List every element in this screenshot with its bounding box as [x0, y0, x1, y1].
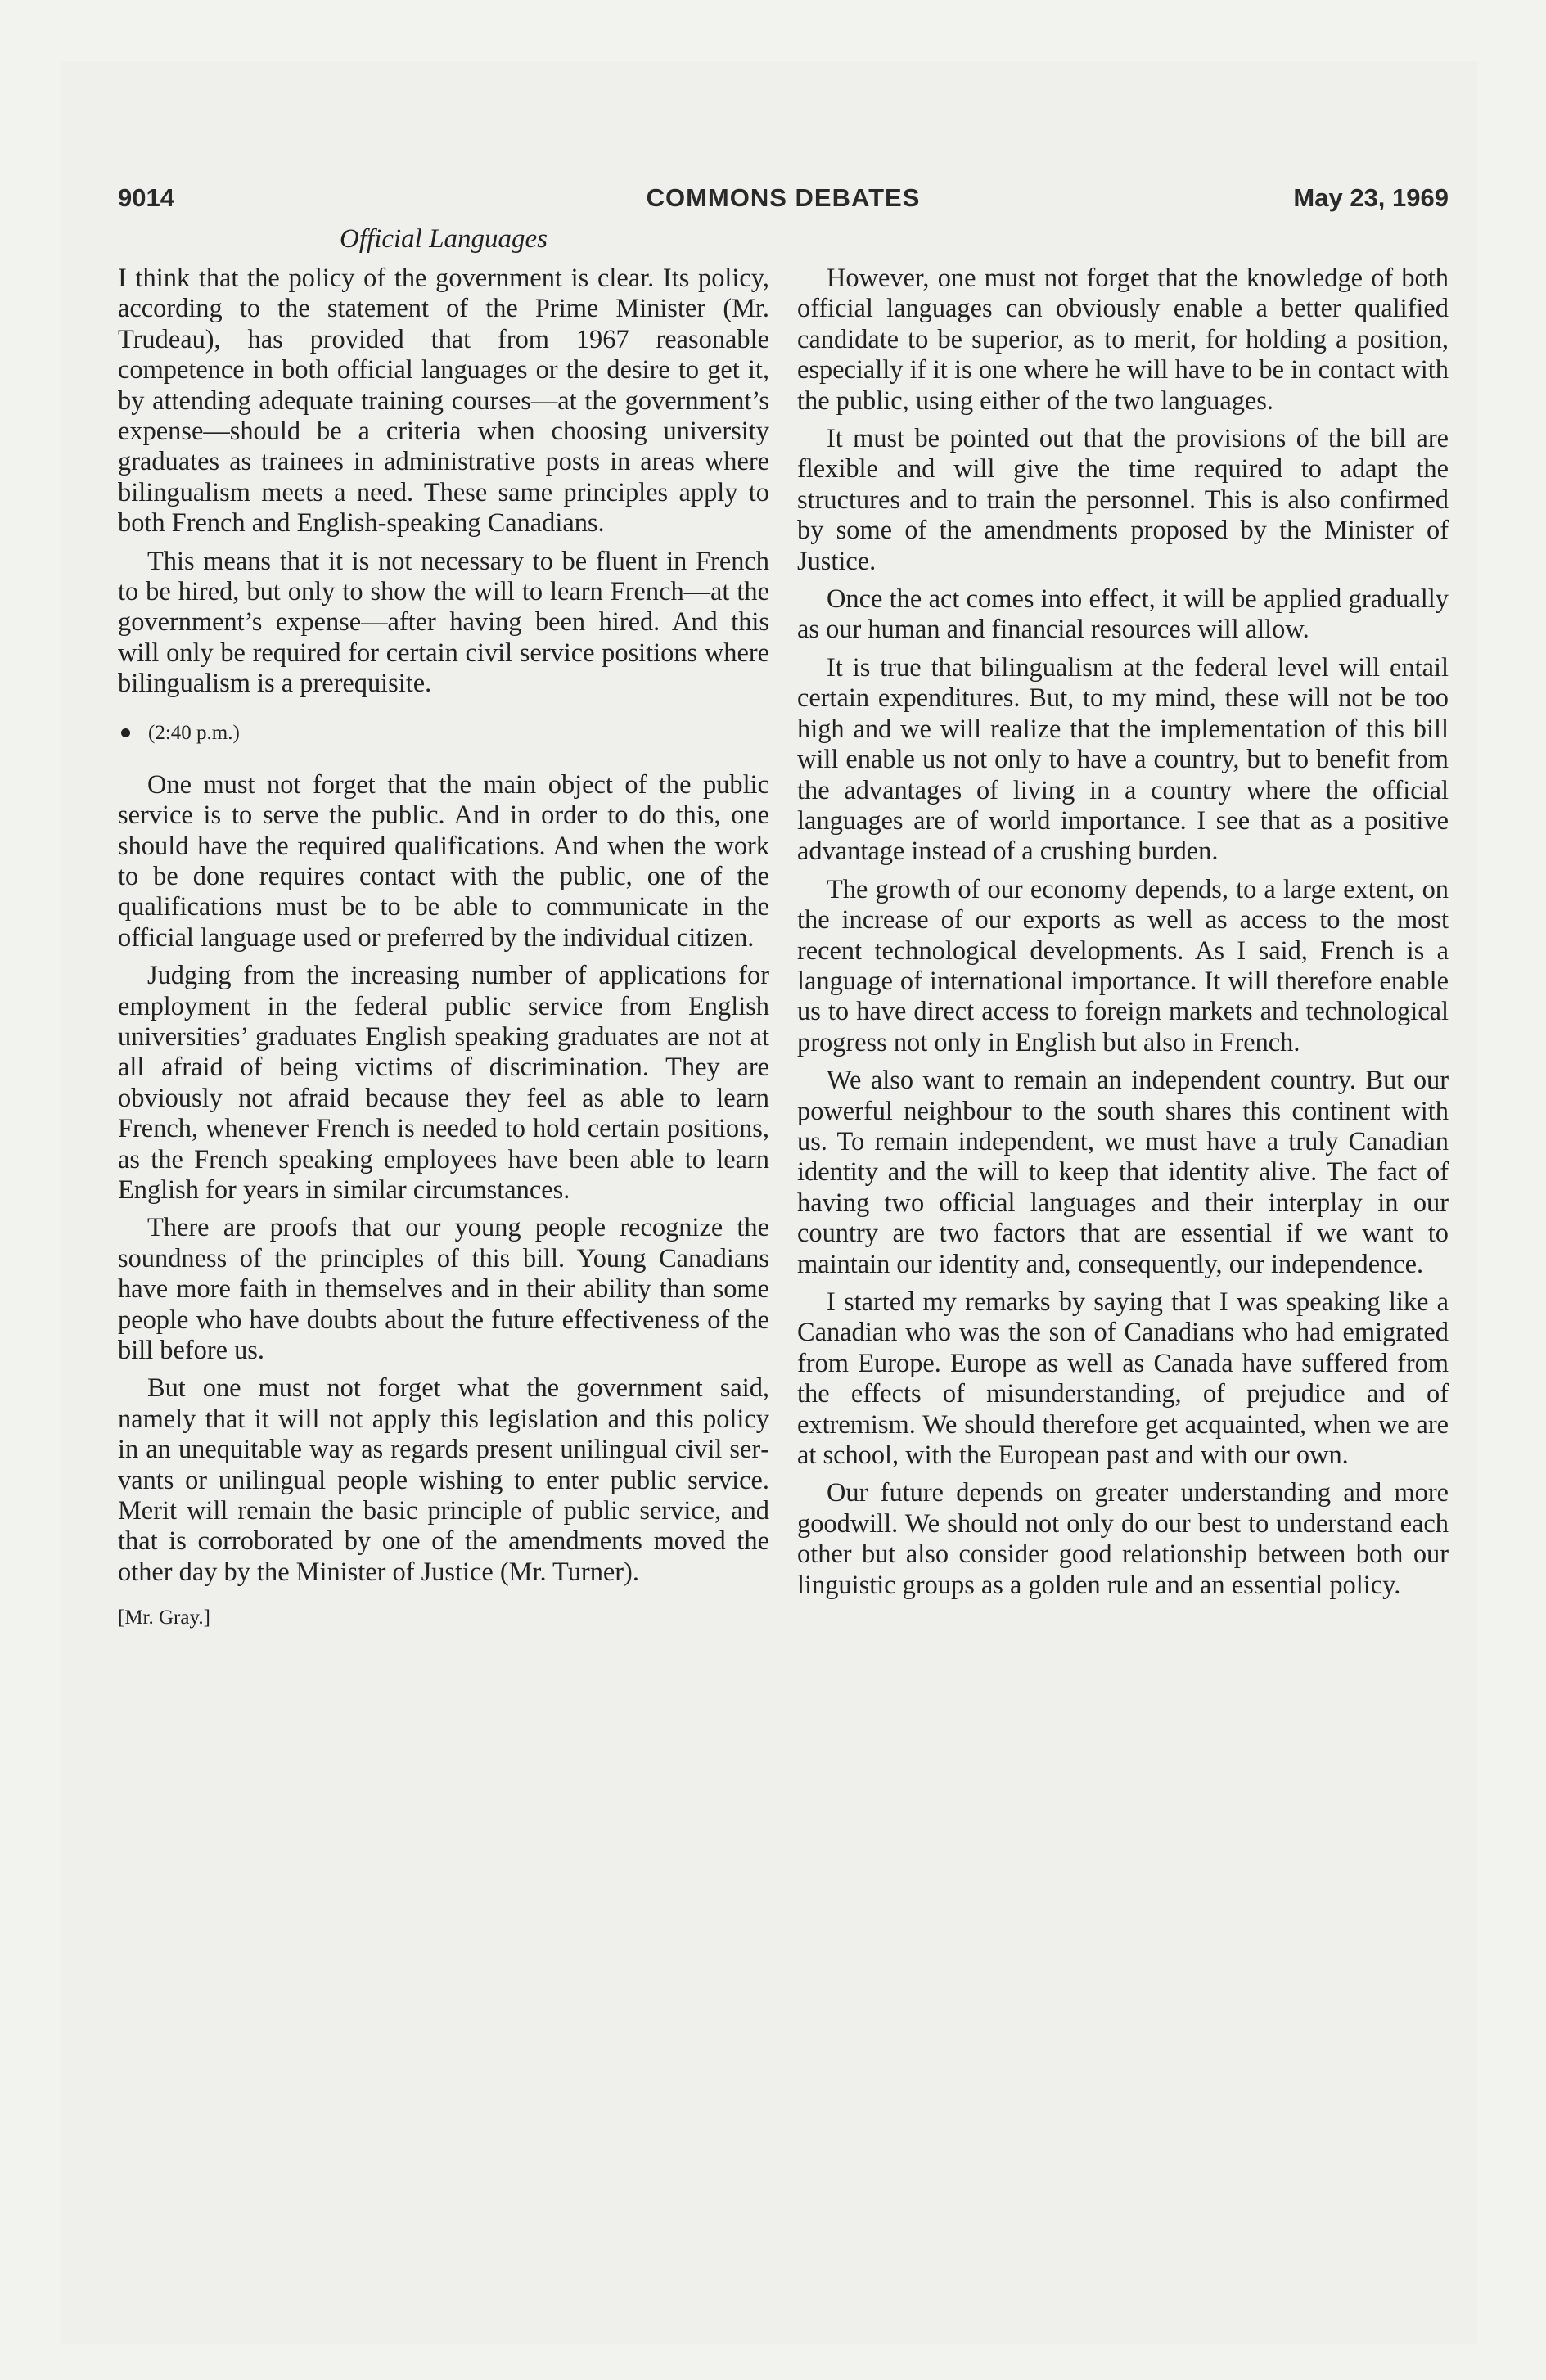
paragraph: One must not forget that the main object of the public service is to serve the public. And in order to do this, one should have the required qualifications. And when the work to be done requires contact with the public, one of the qualifications must be to be able to communicate in the official language used or preferred by the individual citizen.: [118, 769, 769, 953]
page-number: 9014: [118, 183, 174, 212]
paragraph: Our future depends on greater understanding and more goodwill. We should not only do our best to understand each other but also consider good relationship between both our linguistic groups as a golden rule and an essential policy.: [797, 1478, 1449, 1600]
paragraph: But one must not forget what the government said, namely that it will not apply this legislation and this policy in an unequitable way as regards present unilingual civil servants or unilingual people wishing to enter public service. Merit will remain the basic principle of public service, and that is corroborated by one of the amendments moved the other day by the Minister of Justice (Mr. Turner).: [118, 1373, 769, 1587]
right-column: [797, 264, 1449, 1608]
paragraph: However, one must not forget that the knowledge of both official languages can obviously enable a better qualified candidate to be superior, as to merit, for holding a position, especially if it is one where he will have to be in contact with the public, using either of the two languages.: [797, 264, 1449, 416]
page-header: [118, 183, 1449, 224]
paragraph: It is true that bilingualism at the federal level will entail certain expenditures. But, to my mind, these will not be too high and we will realize that the implementation of this bill will enable us not only to have a country, but to benefit from the advantages of living in a country where the official languages are of world importance. I see that as a positive advantage instead of a crushing burden.: [797, 652, 1449, 867]
bullet-icon: [121, 728, 130, 737]
paragraph: It must be pointed out that the provisions of the bill are flexible and will give the time required to adapt the structures and to train the personnel. This is also confirmed by some of the amendments proposed by the Minister of Justice.: [797, 424, 1449, 576]
subject-heading: Official Languages: [340, 224, 548, 254]
publication-title: COMMONS DEBATES: [646, 183, 921, 212]
paragraph: Judging from the increasing number of applications for employment in the federal public service from English universities’ graduates English speaking graduates are not at all afraid of being victims of discrimination. They are obviously not afraid because they feel as able to learn French, whenever French is needed to hold certain positions, as the French speaking employees have been able to learn English for years in similar circumstances.: [118, 961, 769, 1205]
paragraph: This means that it is not necessary to be fluent in French to be hired, but only to show the will to learn French—at the government’s expense—after having been hired. And this will only be required for certain civil service positions where bilingualism is a prerequisite.: [118, 546, 769, 699]
paragraph: We also want to remain an independent country. But our powerful neighbour to the south shares this continent with us. To remain independent, we must have a truly Canadian identity and the will to keep that identity alive. The fact of having two official languages and their interplay in our country are two factors that are essential if we want to maintain our identity and, consequently, our independence.: [797, 1066, 1449, 1279]
paragraph: There are proofs that our young people recognize the soundness of the principles of this bill. Young Canadians have more faith in themselves and in their ability than some people who have doubts about the future effectiveness of the bill before us.: [118, 1213, 769, 1365]
left-column: [118, 264, 769, 1630]
page-date: May 23, 1969: [1293, 183, 1449, 212]
time-marker-text: (2:40 p.m.): [148, 721, 240, 744]
time-marker: [118, 721, 769, 746]
speaker-note: [Mr. Gray.]: [118, 1607, 210, 1629]
paragraph: The growth of our economy depends, to a large extent, on the increase of our exports as well as access to the most recent technological developments. As I said, French is a language of international importance. It will therefore enable us to have direct access to foreign markets and technological progress not only in English but also in French.: [797, 874, 1449, 1057]
paragraph: I think that the policy of the government is clear. Its policy, according to the statement of the Prime Minister (Mr. Trudeau), has provided that from 1967 reasonable competence in both official languages or the desire to get it, by attending adequate training courses—at the government’s expense—should be a criteria when choosing university graduates as trainees in administrative posts in areas where bilingualism meets a need. These same principles apply to both French and English-speaking Canadians.: [118, 264, 769, 539]
paragraph: I started my remarks by saying that I was speaking like a Canadian who was the son of Canadians who had emigrated from Europe. Europe as well as Canada have suffered from the effects of misunderstanding, of prejudice and of extremism. We should therefore get acquainted, when we are at school, with the European past and with our own.: [797, 1287, 1449, 1471]
paragraph: Once the act comes into effect, it will be applied gradually as our human and financial resources will allow.: [797, 584, 1449, 645]
